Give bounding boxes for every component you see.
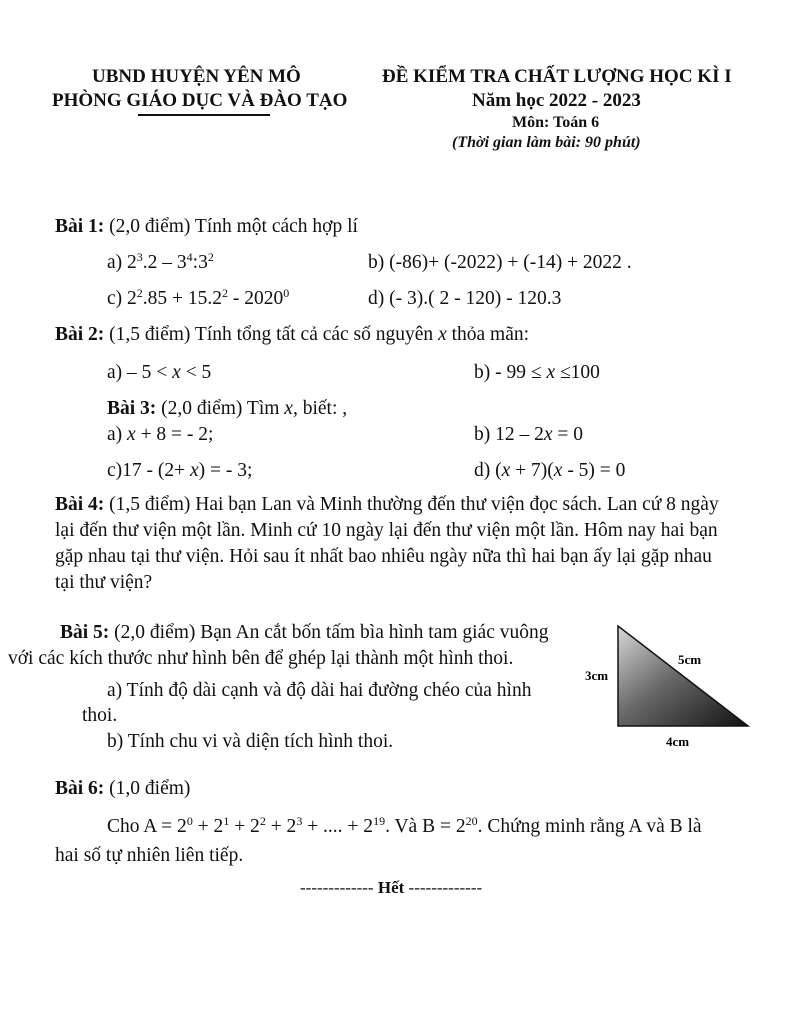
bai2-heading bbox=[55, 324, 529, 346]
text: . Chứng minh rằng A và B là bbox=[477, 816, 702, 837]
district-name: UBND HUYỆN YÊN MÔ bbox=[92, 66, 301, 87]
bai4-line2: lại đến thư viện một lần. Minh cứ 10 ngày lại đến thư viện một lần. Hôm nay hai bạn bbox=[55, 520, 718, 541]
text: .85 + 15.2 bbox=[142, 288, 223, 309]
sup: 19 bbox=[373, 814, 386, 828]
bai2-b bbox=[474, 362, 600, 384]
bai5-line1 bbox=[60, 622, 549, 644]
var: x bbox=[284, 398, 293, 419]
text: thỏa mãn: bbox=[446, 324, 530, 345]
bai1-heading bbox=[55, 216, 358, 238]
text: ≤100 bbox=[555, 362, 600, 383]
label-5cm: 5cm bbox=[678, 652, 702, 667]
exam-title: ĐỀ KIỂM TRA CHẤT LƯỢNG HỌC KÌ I bbox=[382, 66, 732, 87]
sup: 1 bbox=[223, 814, 230, 828]
text: + 2 bbox=[265, 816, 297, 837]
bai4-title: Bài 4: bbox=[55, 494, 105, 515]
text: , biết: , bbox=[292, 398, 348, 419]
bai1-b: b) (-86)+ (-2022) + (-14) + 2022 . bbox=[368, 252, 632, 273]
right-triangle-figure bbox=[580, 618, 760, 758]
bai3-d bbox=[474, 460, 625, 482]
text: (1,5 điểm) Hai bạn Lan và Minh thường đến thư viện đọc sách. Lan cứ 8 ngày bbox=[104, 494, 719, 515]
end-marker bbox=[300, 878, 482, 898]
var: x bbox=[546, 362, 556, 383]
text: d) ( bbox=[474, 460, 502, 481]
bai1-desc: (2,0 điểm) Tính một cách hợp lí bbox=[104, 216, 358, 237]
sup: 2 bbox=[136, 286, 143, 300]
bai5-title: Bài 5: bbox=[60, 622, 110, 643]
bai6-line1 bbox=[107, 816, 702, 838]
bai3-heading bbox=[107, 398, 347, 420]
label-3cm: 3cm bbox=[585, 668, 609, 683]
time-limit: (Thời gian làm bài: 90 phút) bbox=[452, 134, 641, 151]
text: (2,0 điểm) Tìm bbox=[156, 398, 285, 419]
sup: 2 bbox=[259, 814, 266, 828]
text: + 2 bbox=[229, 816, 260, 837]
var: x bbox=[127, 424, 136, 445]
bai4-line1 bbox=[55, 492, 719, 518]
department-name: PHÒNG GIÁO DỤC VÀ ĐÀO TẠO bbox=[52, 90, 348, 111]
sup: 0 bbox=[186, 814, 193, 828]
var: x bbox=[501, 460, 511, 481]
header-underline bbox=[138, 114, 270, 116]
bai5-line2: với các kích thước như hình bên để ghép lại thành một hình thoi. bbox=[8, 648, 514, 669]
het-label: Hết bbox=[373, 878, 409, 897]
bai4-paragraph bbox=[55, 492, 719, 596]
bai3-title: Bài 3: bbox=[107, 398, 157, 419]
text: + 2 bbox=[192, 816, 224, 837]
sup: 0 bbox=[283, 286, 290, 300]
sup: 2 bbox=[222, 286, 229, 300]
text: . Và B = 2 bbox=[385, 816, 466, 837]
text: ) = - 3; bbox=[198, 460, 253, 481]
text: + .... + 2 bbox=[302, 816, 374, 837]
bai2-title: Bài 2: bbox=[55, 324, 105, 345]
text: a) 2 bbox=[107, 252, 137, 273]
text: + 7)( bbox=[510, 460, 554, 481]
var: x bbox=[543, 424, 553, 445]
text: + 8 = - 2; bbox=[135, 424, 214, 445]
var: x bbox=[172, 362, 181, 383]
bai5-line3: a) Tính độ dài cạnh và độ dài hai đường chéo của hình bbox=[107, 680, 532, 701]
bai1-title: Bài 1: bbox=[55, 216, 105, 237]
text: (2,0 điểm) Bạn An cắt bốn tấm bìa hình tam giác vuông bbox=[109, 622, 549, 643]
bai1-c bbox=[107, 288, 289, 310]
text: = 0 bbox=[552, 424, 584, 445]
text: Cho A = 2 bbox=[107, 816, 187, 837]
bai6-title: Bài 6: bbox=[55, 778, 105, 799]
sup: 2 bbox=[207, 250, 214, 264]
var: x bbox=[190, 460, 199, 481]
text: (1,5 điểm) Tính tổng tất cả các số nguyên bbox=[104, 324, 439, 345]
text: < 5 bbox=[180, 362, 212, 383]
text: c) 2 bbox=[107, 288, 137, 309]
sup: 4 bbox=[186, 250, 193, 264]
bai3-c bbox=[107, 460, 252, 482]
bai1-a bbox=[107, 252, 214, 274]
dashes-left: ------------- bbox=[300, 878, 374, 897]
sup: 20 bbox=[465, 814, 478, 828]
text: :3 bbox=[192, 252, 208, 273]
dashes-right: ------------- bbox=[408, 878, 483, 897]
text: b) - 99 ≤ bbox=[474, 362, 547, 383]
text: - 5) = 0 bbox=[562, 460, 626, 481]
text: .2 – 3 bbox=[142, 252, 187, 273]
triangle-shape bbox=[618, 626, 748, 726]
sup: 3 bbox=[136, 250, 143, 264]
text: - 2020 bbox=[228, 288, 284, 309]
text: (1,0 điểm) bbox=[104, 778, 191, 799]
bai4-line4: tại thư viện? bbox=[55, 572, 153, 593]
subject: Môn: Toán 6 bbox=[512, 114, 600, 131]
bai1-d: d) (- 3).( 2 - 120) - 120.3 bbox=[368, 288, 562, 309]
text: b) 12 – 2 bbox=[474, 424, 544, 445]
text: c)17 - (2+ bbox=[107, 460, 191, 481]
school-year: Năm học 2022 - 2023 bbox=[472, 90, 641, 111]
var: x bbox=[553, 460, 563, 481]
bai3-a bbox=[107, 424, 213, 446]
bai5-line4: thoi. bbox=[82, 705, 118, 726]
bai3-b bbox=[474, 424, 583, 446]
bai2-a bbox=[107, 362, 211, 384]
sup: 3 bbox=[296, 814, 303, 828]
text: a) bbox=[107, 424, 128, 445]
var: x bbox=[438, 324, 447, 345]
bai4-line3: gặp nhau tại thư viện. Hỏi sau ít nhất bao nhiêu ngày nữa thì hai bạn ấy lại gặp nhau bbox=[55, 546, 712, 567]
bai6-line2: hai số tự nhiên liên tiếp. bbox=[55, 845, 244, 866]
label-4cm: 4cm bbox=[666, 734, 690, 749]
bai6-heading bbox=[55, 778, 190, 800]
bai5-line5: b) Tính chu vi và diện tích hình thoi. bbox=[107, 731, 394, 752]
text: a) – 5 < bbox=[107, 362, 173, 383]
